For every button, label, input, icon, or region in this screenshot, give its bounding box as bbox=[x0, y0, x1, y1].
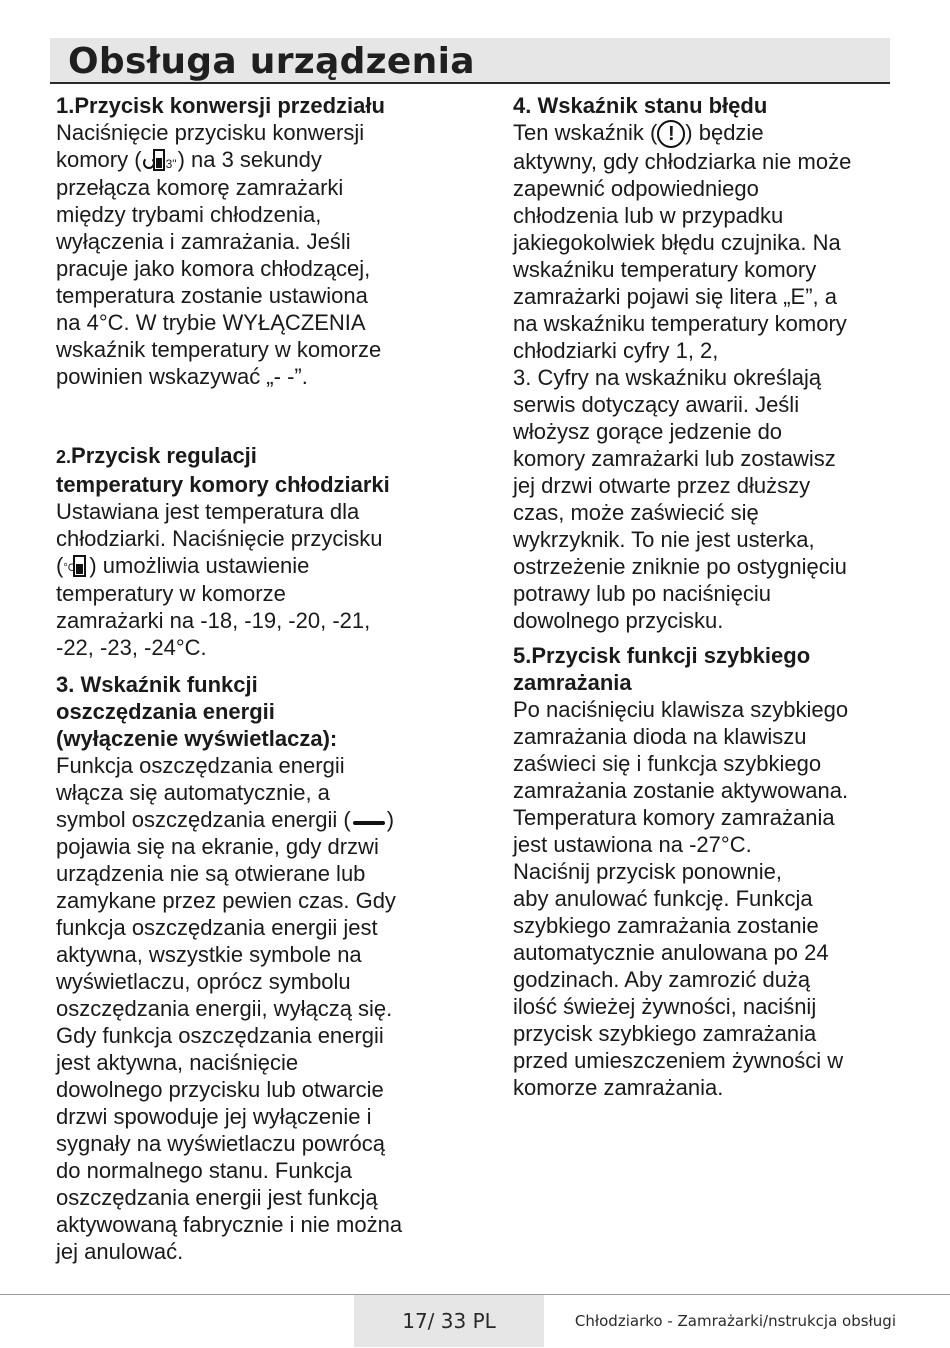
right-column bbox=[513, 92, 903, 1101]
section-title: 3. Wskaźnik funkcji oszczędzania energii (wyłączenie wyświetlacza): bbox=[56, 672, 338, 752]
section-title bbox=[56, 442, 456, 498]
energy-saving-icon bbox=[351, 812, 387, 832]
compartment-conversion-icon: 3" bbox=[143, 148, 177, 174]
section-title: 5.Przycisk funkcji szybkiego zamrażania bbox=[513, 643, 811, 696]
section-fridge-temp bbox=[56, 442, 456, 661]
page-header bbox=[50, 38, 890, 84]
section-title-text: Przycisk regulacji temperatury komory chłodziarki bbox=[56, 443, 390, 498]
exclamation-icon: ! bbox=[657, 120, 685, 148]
section-title: 4. Wskaźnik stanu błędu bbox=[513, 93, 768, 118]
body-text: ) będzie aktywny, gdy chłodziarka nie może zapewnić odpowiedniego chłodzenia lub w przypadku jakiegokolwiek błędu czujnika. Na wskaźniku temperatury komory zamrażarki pojawi się litera „E”, a na wskaźniku temperatury komory chłodziarki cyfry 1, 2, 3. Cyfry na wskaźniku określają serwis dotyczący awarii. Jeśli włożysz gorące jedzenie do komory zamrażarki lub zostawisz jej drzwi otwarte przez dłuższy czas, może zaświecić się wykrzyknik. To nie jest usterka, ostrzeżenie zniknie po ostygnięciu potrawy lub po naciśnięciu dowolnego przycisku. bbox=[513, 120, 852, 634]
document-title: Chłodziarko - Zamrażarki/nstrukcja obsługi bbox=[574, 1312, 896, 1330]
body-text: Naciśnięcie przycisku konwersji komory ( bbox=[56, 120, 365, 172]
fridge-temperature-icon: °C bbox=[63, 554, 89, 580]
section-compartment-conversion bbox=[56, 92, 456, 390]
section-body bbox=[56, 119, 456, 390]
body-text: ) pojawia się na ekranie, gdy drzwi urządzenia nie są otwierane lub zamykane przez pewien czas. Gdy funkcja oszczędzania energii jest aktywna, wszystkie symbole na wyświetlaczu, oprócz symbolu oszczędzania energii, wyłączą się. Gdy funkcja oszczędzania energii jest aktywna, naciśnięcie dowolnego przycisku lub otwarcie drzwi spowoduje jej wyłączenie i sygnały na wyświetlaczu powrócą do normalnego stanu. Funkcja oszczędzania energii jest funkcją aktywowaną fabrycznie i nie można jej anulować. bbox=[56, 807, 403, 1265]
section-title: 1.Przycisk konwersji przedziału bbox=[56, 93, 385, 118]
section-body: Po naciśnięciu klawisza szybkiego zamrażania dioda na klawiszu zaświeci się i funkcja szybkiego zamrażania zostanie aktywowana. Temperatura komory zamrażania jest ustawiona na -27°C. Naciśnij przycisk ponownie, aby anulować funkcję. Funkcja szybkiego zamrażania zostanie automatycznie anulowana po 24 godzinach. Aby zamrozić dużą ilość świeżej żywności, naciśnij przycisk szybkiego zamrażania przed umieszczeniem żywności w komorze zamrażania. bbox=[513, 697, 849, 1101]
section-body bbox=[56, 752, 456, 1265]
left-column bbox=[56, 92, 456, 1265]
section-error-indicator bbox=[513, 92, 903, 634]
body-text: ) na 3 sekundy przełącza komorę zamrażarki między trybami chłodzenia, wyłączenia i zamrażania. Jeśli pracuje jako komora chłodzącej, temperatura zostanie ustawiona na 4°C. W trybie WYŁĄCZENIA wskaźnik temperatury w komorze powinien wskazywać „- -”. bbox=[56, 147, 382, 390]
body-text: Ustawiana jest temperatura dla chłodziarki. Naciśnięcie przycisku ( bbox=[56, 499, 383, 579]
section-body bbox=[56, 498, 456, 661]
body-text: Ten wskaźnik ( bbox=[513, 120, 658, 145]
body-text: ) umożliwia ustawienie temperatury w komorze zamrażarki na -18, -19, -20, -21, -22, -23, -24°C. bbox=[56, 553, 371, 661]
section-body bbox=[513, 119, 903, 634]
section-energy-saving bbox=[56, 671, 456, 1265]
page-number: 17/ 33 PL bbox=[354, 1295, 544, 1347]
body-text: Funkcja oszczędzania energii włącza się automatycznie, a symbol oszczędzania energii ( bbox=[56, 753, 351, 833]
section-number: 2. bbox=[56, 447, 72, 468]
section-quick-freeze bbox=[513, 642, 903, 1101]
page-title: Obsługa urządzenia bbox=[68, 41, 475, 82]
